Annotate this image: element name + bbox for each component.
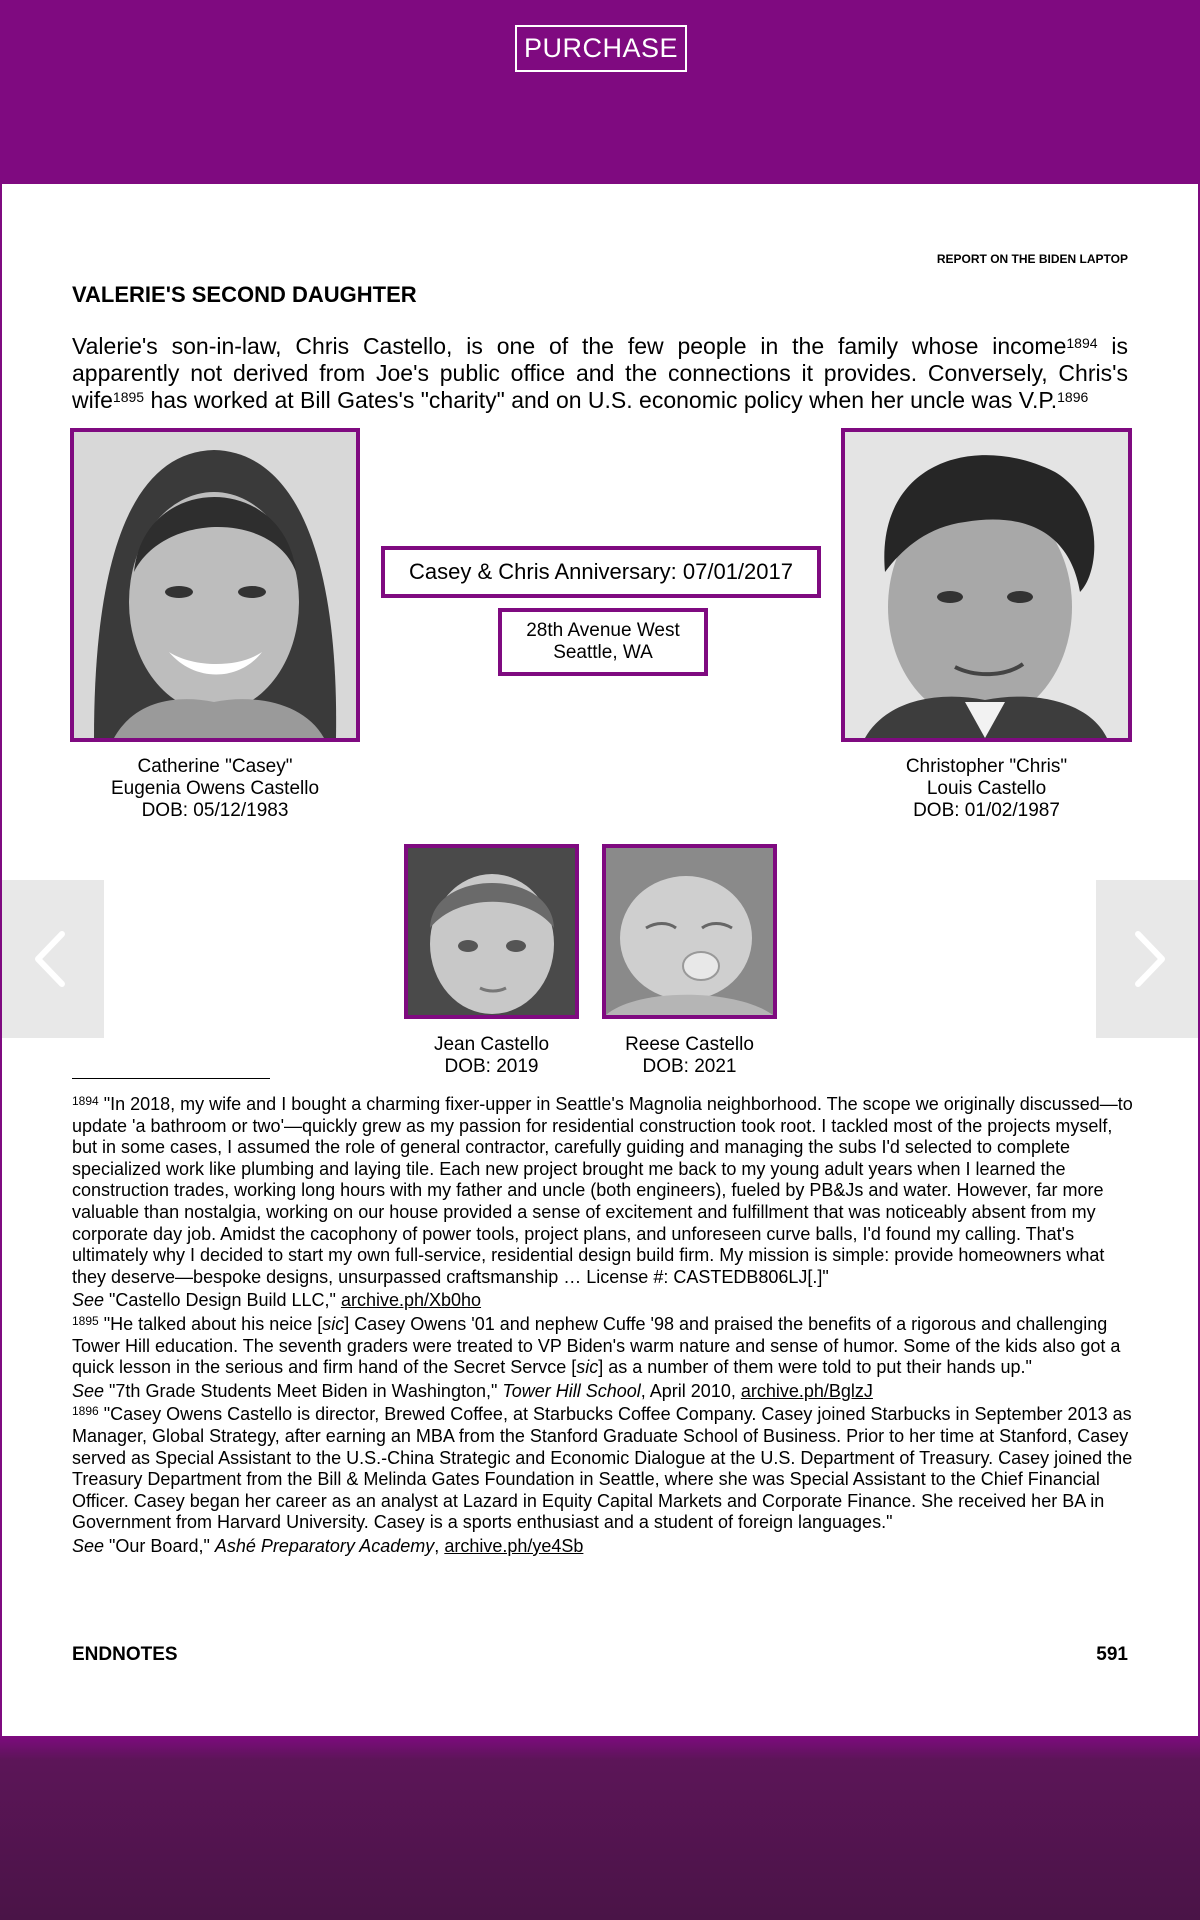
chris-photo [841,428,1132,742]
footnote-1894-source: See "Castello Design Build LLC," archive.ph/Xb0ho [72,1290,482,1311]
footnote-1895-source: See "7th Grade Students Meet Biden in Washington," Tower Hill School, April 2010, archive.ph/BglzJ [72,1380,873,1401]
address-line-2: Seattle, WA [553,642,653,663]
section-label: ENDNOTES [72,1644,178,1665]
anniversary-box: Casey & Chris Anniversary: 07/01/2017 [381,546,821,598]
page-title: VALERIE'S SECOND DAUGHTER [72,282,417,307]
footnote-ref-1896[interactable]: 1896 [1057,389,1089,405]
casey-photo [70,428,360,742]
reese-caption: Reese Castello DOB: 2021 [625,1034,754,1077]
footnote-1895: $^{1895}$ "He talked about his neice [sic] Casey Owens '01 and nephew Cuffe '98 and praised the benefits of a rigorous and challenging Tower Hill education. The seventh graders were treated to VP Biden's warm nature and sense of humor. Some of the kids also got a quick lesson in the serious and firm hand of the Secret Servce [sic] as a number of them were told to put their hands up." [72,1313,1121,1378]
jean-caption: Jean Castello DOB: 2019 [433,1034,550,1077]
address-line-1: 28th Avenue West [526,620,680,641]
archive-link[interactable]: archive.ph/Xb0ho [340,1290,482,1311]
purchase-button[interactable]: PURCHASE [515,25,687,72]
jean-photo [404,844,579,1019]
address-box [498,608,708,676]
page-number: 591 [1096,1644,1128,1665]
intro-paragraph: Valerie's son-in-law, Chris Castello, is one of the few people in the family whose income$^{1894}$ is apparently not derived from Joe's public office and the connections it provides. Conversely, Chris's wife$^{1895}$ has worked at Bill Gates's "charity" and on U.S. economic policy when her uncle was V.P.$^{1896}$ [72,333,1128,413]
chevron-left-icon [2,880,104,1038]
previous-page-button[interactable] [2,880,104,1038]
footnote-divider [72,1078,270,1079]
archive-link[interactable]: archive.ph/ye4Sb [444,1535,584,1556]
footnotes [72,1094,1138,1559]
chris-caption: Christopher "Chris" Louis Castello DOB: 01/02/1987 [905,756,1068,821]
footnote-ref-1894[interactable]: 1894 [1066,335,1098,351]
archive-link[interactable]: archive.ph/BglzJ [740,1380,873,1401]
next-page-button[interactable] [1096,880,1198,1038]
running-head: REPORT ON THE BIDEN LAPTOP [936,252,1128,266]
footnote-1896-source: See "Our Board," Ashé Preparatory Academy, archive.ph/ye4Sb [72,1535,584,1556]
chevron-right-icon [1096,880,1198,1038]
footnote-ref-1895[interactable]: 1895 [112,389,145,405]
document-page [2,184,1198,1736]
reese-photo [602,844,777,1019]
casey-caption: Catherine "Casey" Eugenia Owens Castello DOB: 05/12/1983 [110,756,320,821]
footnote-1896: $^{1896}$ "Casey Owens Castello is director, Brewed Coffee, at Starbucks Coffee Company. Casey joined Starbucks in September 2013 as Manager, Global Strategy, after earning an MBA from the Stanford Graduate School of Business. Prior to her time at Stanford, Casey served as Special Assistant to the U.S.-China Strategic and Economic Dialogue at the U.S. Department of Treasury. Casey joined the Treasury Department from the Bill & Melinda Gates Foundation in Seattle, where she was Special Assistant to the Chief Financial Officer. Casey began her career as an analyst at Lazard in Equity Capital Markets and Corporate Finance. She received her BA in Government from Harvard University. Casey is a sports enthusiast and a student of foreign languages." [72,1404,1133,1533]
footnote-1894: $^{1894}$ "In 2018, my wife and I bought a charming fixer-upper in Seattle's Magnolia neighborhood. The scope we originally discussed—to update 'a bathroom or two'—quickly grew as my passion for residential construction took root. I tackled most of the projects myself, but in some cases, I assumed the role of general contractor, carefully guiding and managing the subs I'd selected to complete specialized work like plumbing and laying tile. Each new project brought me back to my young adult years when I learned the construction trades, working long hours with my father and uncle (both engineers), fueled by PB&Js and water. However, far more valuable than nostalgia, working on our house provided a sense of excitement and fulfillment that was noticeably absent from my corporate day job. Amidst the cacophony of power tools, project plans, and unforeseen curve balls, I'd found my calling. That's ultimately why I decided to start my own full-service, residential design build firm. My mission is simple: provide homeowners what they deserve—bespoke designs, unsurpassed craftsmanship … License #: CASTEDB806LJ[.]" [72,1094,1133,1287]
